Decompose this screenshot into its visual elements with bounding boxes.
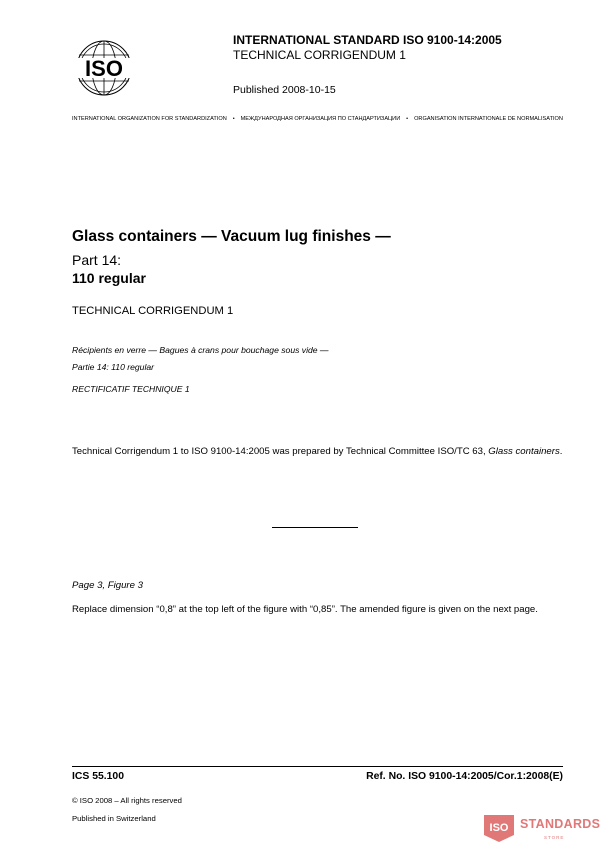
document-title: Glass containers — Vacuum lug finishes —	[72, 228, 391, 245]
correction-location: Page 3, Figure 3	[72, 580, 143, 591]
store-badge-icon	[482, 813, 516, 843]
org-name-fr: ORGANISATION INTERNATIONALE DE NORMALISATION	[414, 116, 563, 122]
prepared-by-paragraph	[72, 445, 563, 458]
section-divider	[272, 527, 358, 528]
french-part: Partie 14: 110 regular	[72, 362, 155, 372]
french-tc: RECTIFICATIF TECHNIQUE 1	[72, 384, 190, 394]
correction-text: Replace dimension “0,8” at the top left of the figure with “0,85”. The amended figure is given on the next page.	[72, 604, 538, 615]
prepared-end: .	[559, 446, 563, 457]
iso-logo-icon	[72, 37, 136, 99]
org-separator: •	[232, 116, 235, 122]
iso-logo-text: ISO	[85, 56, 123, 81]
store-watermark	[482, 813, 600, 843]
store-sub: STORE	[544, 835, 565, 840]
org-name-en: INTERNATIONAL ORGANIZATION FOR STANDARDIZATION	[72, 116, 227, 122]
org-name-ru: МЕЖДУНАРОДНАЯ ОРГАНИЗАЦИЯ ПО СТАНДАРТИЗАЦИИ	[240, 116, 401, 122]
committee-name: Glass containers	[488, 446, 560, 457]
published-date: Published 2008-10-15	[233, 84, 336, 96]
org-separator: •	[406, 116, 409, 122]
corrigendum-label: TECHNICAL CORRIGENDUM 1	[233, 48, 406, 62]
store-badge-text: ISO	[489, 822, 509, 834]
french-title: Récipients en verre — Bagues à crans pour bouchage sous vide —	[72, 345, 329, 355]
standard-number: INTERNATIONAL STANDARD ISO 9100-14:2005	[233, 33, 502, 47]
part-number: Part 14:	[72, 252, 122, 268]
footer-divider	[72, 766, 563, 767]
part-title: 110 regular	[72, 270, 146, 286]
reference-number: Ref. No. ISO 9100-14:2005/Cor.1:2008(E)	[366, 771, 563, 782]
organization-line	[72, 116, 563, 122]
ics-code: ICS 55.100	[72, 771, 124, 782]
prepared-lead: Technical Corrigendum 1 to ISO 9100-14:2005 was prepared by Technical Committee ISO/TC 63,	[72, 446, 489, 457]
published-in: Published in Switzerland	[72, 814, 156, 823]
copyright-notice: © ISO 2008 – All rights reserved	[72, 796, 182, 805]
store-name: STANDARDS	[520, 817, 600, 831]
technical-corrigendum-heading: TECHNICAL CORRIGENDUM 1	[72, 305, 234, 317]
